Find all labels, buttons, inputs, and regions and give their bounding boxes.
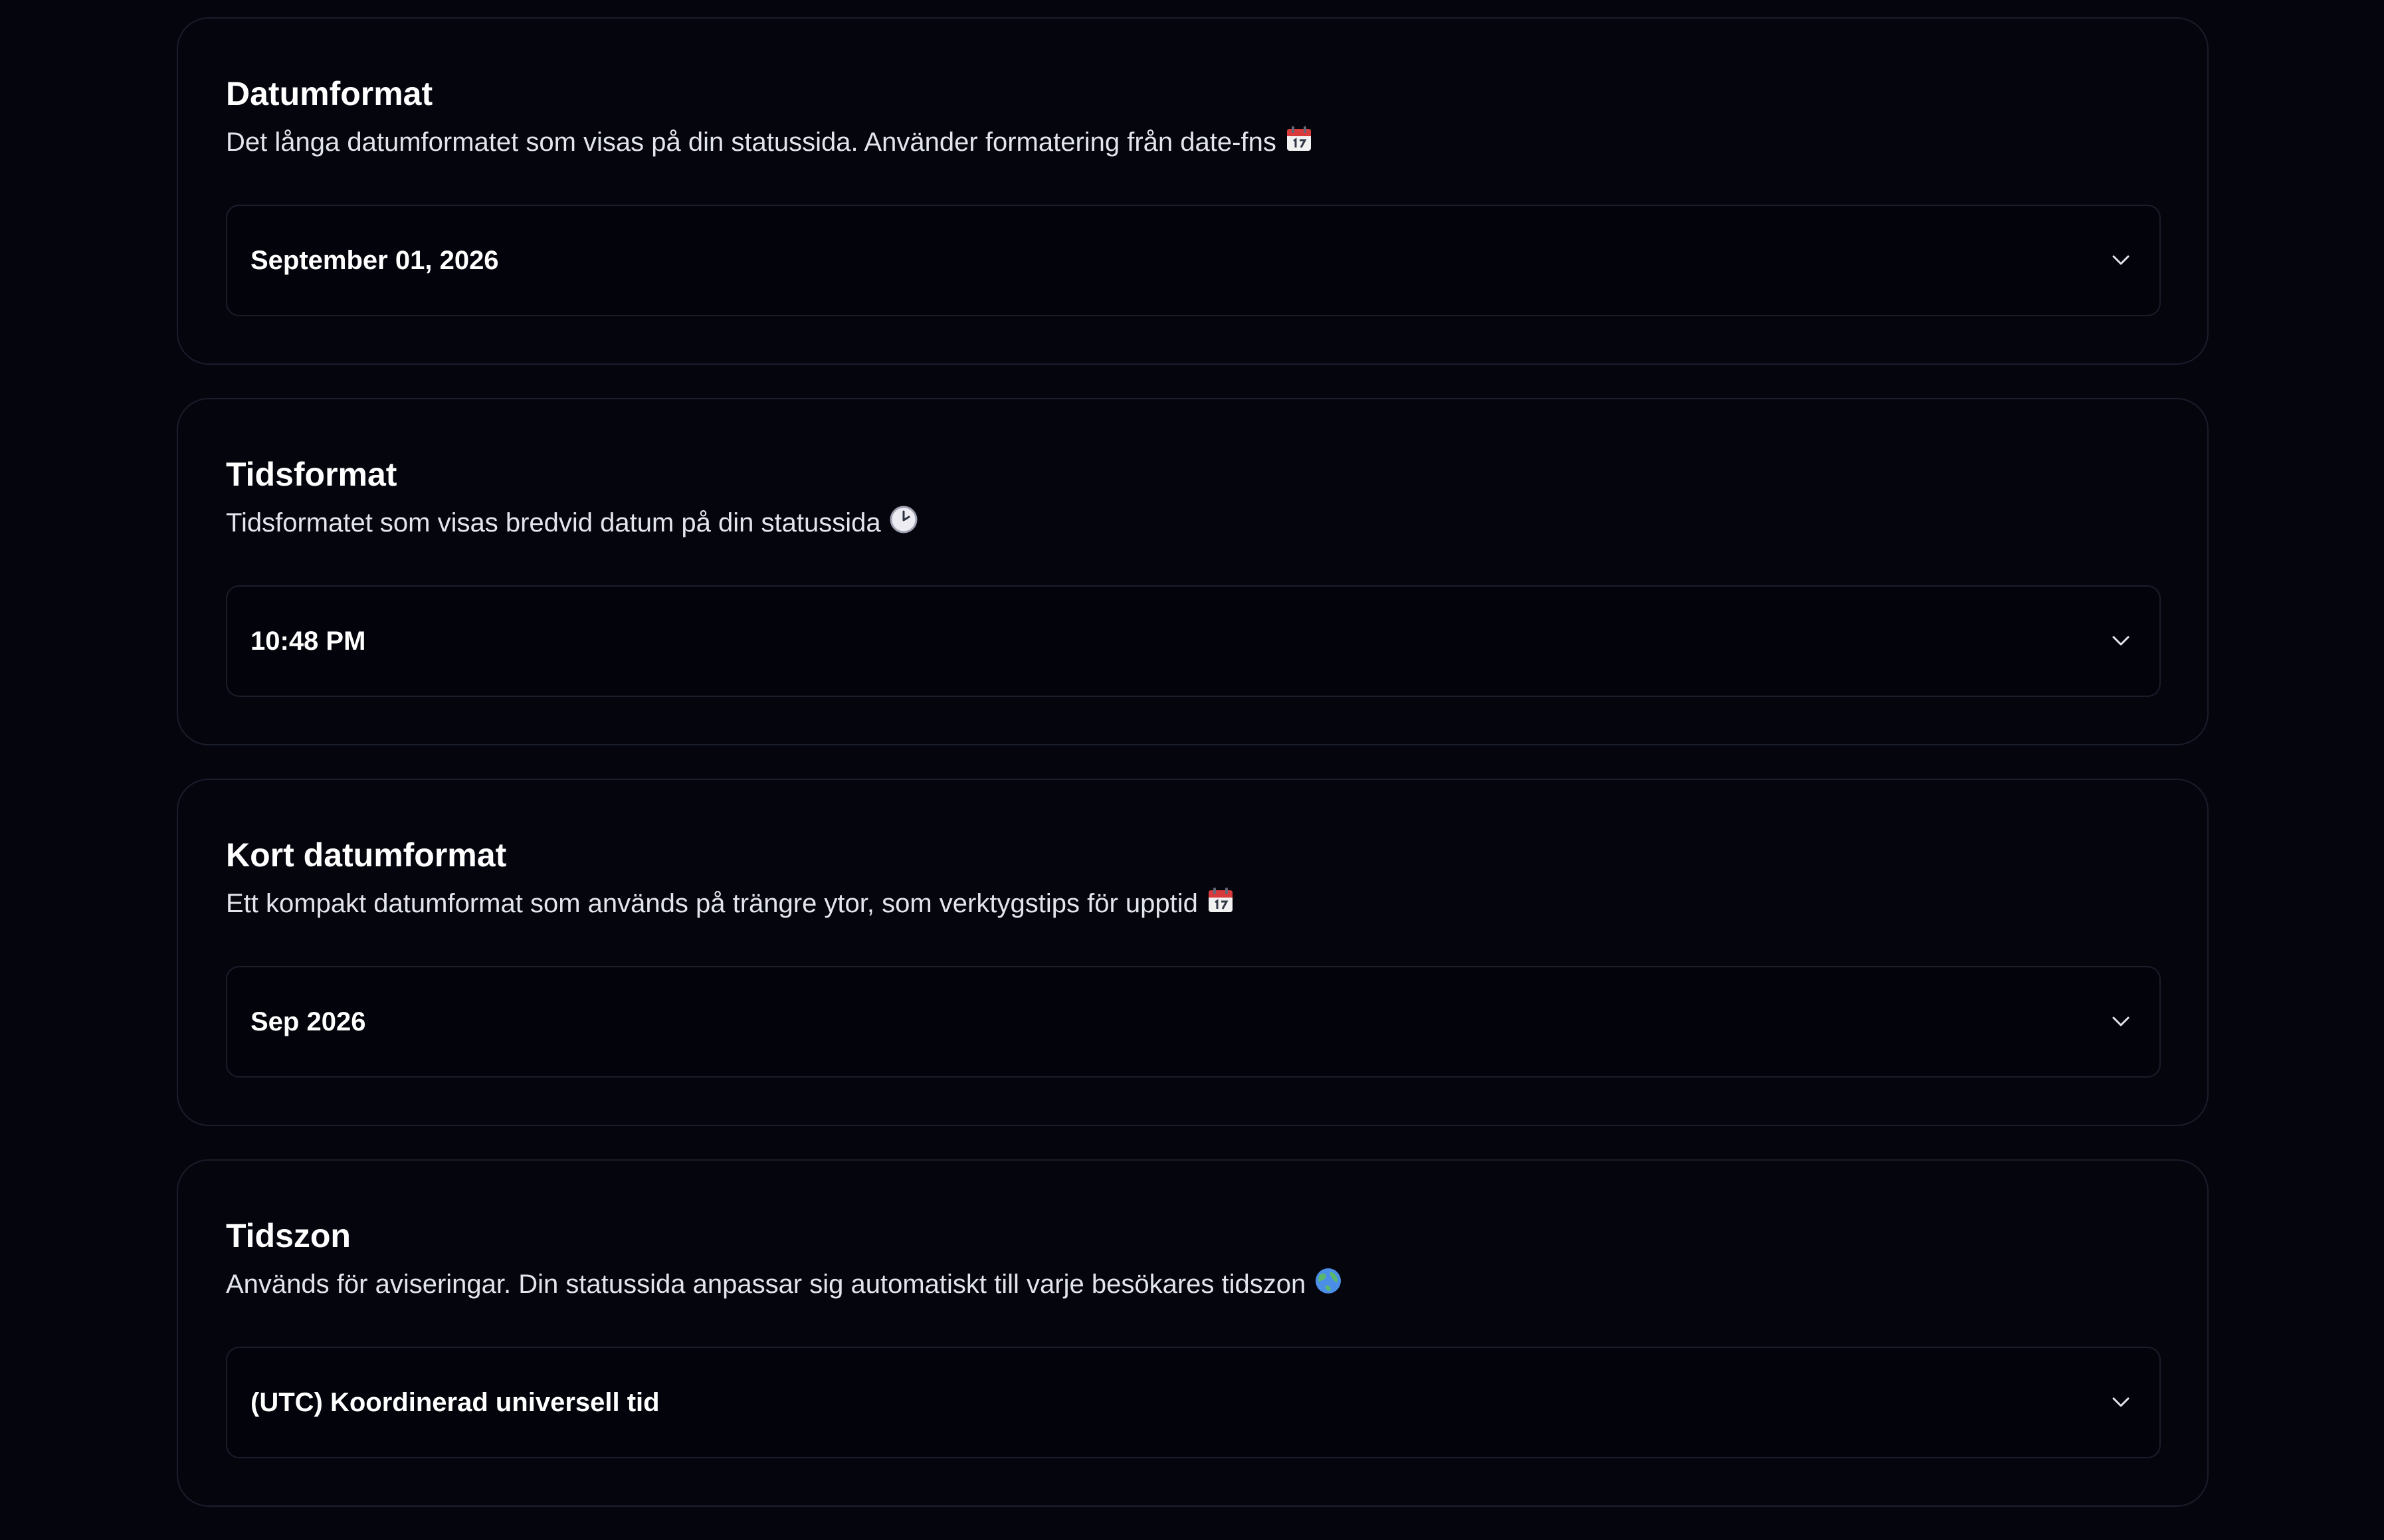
timezone-selected-value: (UTC) Koordinerad universell tid [250, 1388, 660, 1417]
chevron-down-icon[interactable] [2108, 628, 2134, 654]
date-format-select[interactable] [226, 205, 2161, 316]
chevron-down-icon[interactable] [2108, 1389, 2134, 1416]
date-format-selected-value: September 01, 2026 [250, 246, 499, 275]
calendar-icon [1206, 886, 1235, 925]
time-format-description [226, 504, 918, 544]
date-format-description-text: Det långa datumformatet som visas på din statussida. Använder formatering från date-fns [226, 128, 1276, 157]
short-date-format-description [226, 885, 1235, 925]
date-format-description [226, 124, 1314, 163]
timezone-description [226, 1266, 1343, 1305]
time-format-description-text: Tidsformatet som visas bredvid datum på din statussida [226, 508, 881, 537]
date-format-card [177, 17, 2209, 365]
time-format-selected-value: 10:48 PM [250, 626, 366, 656]
short-date-format-card [177, 779, 2209, 1126]
short-date-format-select[interactable] [226, 966, 2161, 1078]
short-date-format-title: Kort datumformat [226, 836, 507, 874]
time-format-card [177, 398, 2209, 745]
timezone-description-text: Används för aviseringar. Din statussida anpassar sig automatiskt till varje besökares tidszon [226, 1270, 1306, 1299]
settings-list [177, 17, 2209, 1540]
clock-icon [889, 505, 918, 544]
short-date-format-selected-value: Sep 2026 [250, 1007, 366, 1036]
timezone-card [177, 1159, 2209, 1507]
time-format-select[interactable] [226, 585, 2161, 697]
timezone-title: Tidszon [226, 1217, 351, 1254]
short-date-format-description-text: Ett kompakt datumformat som används på trängre ytor, som verktygstips för upptid [226, 889, 1198, 918]
chevron-down-icon[interactable] [2108, 247, 2134, 274]
time-format-title: Tidsformat [226, 456, 397, 493]
timezone-select[interactable] [226, 1347, 2161, 1458]
date-format-title: Datumformat [226, 75, 433, 112]
calendar-icon [1284, 124, 1314, 163]
chevron-down-icon[interactable] [2108, 1009, 2134, 1035]
globe-icon [1314, 1266, 1343, 1305]
